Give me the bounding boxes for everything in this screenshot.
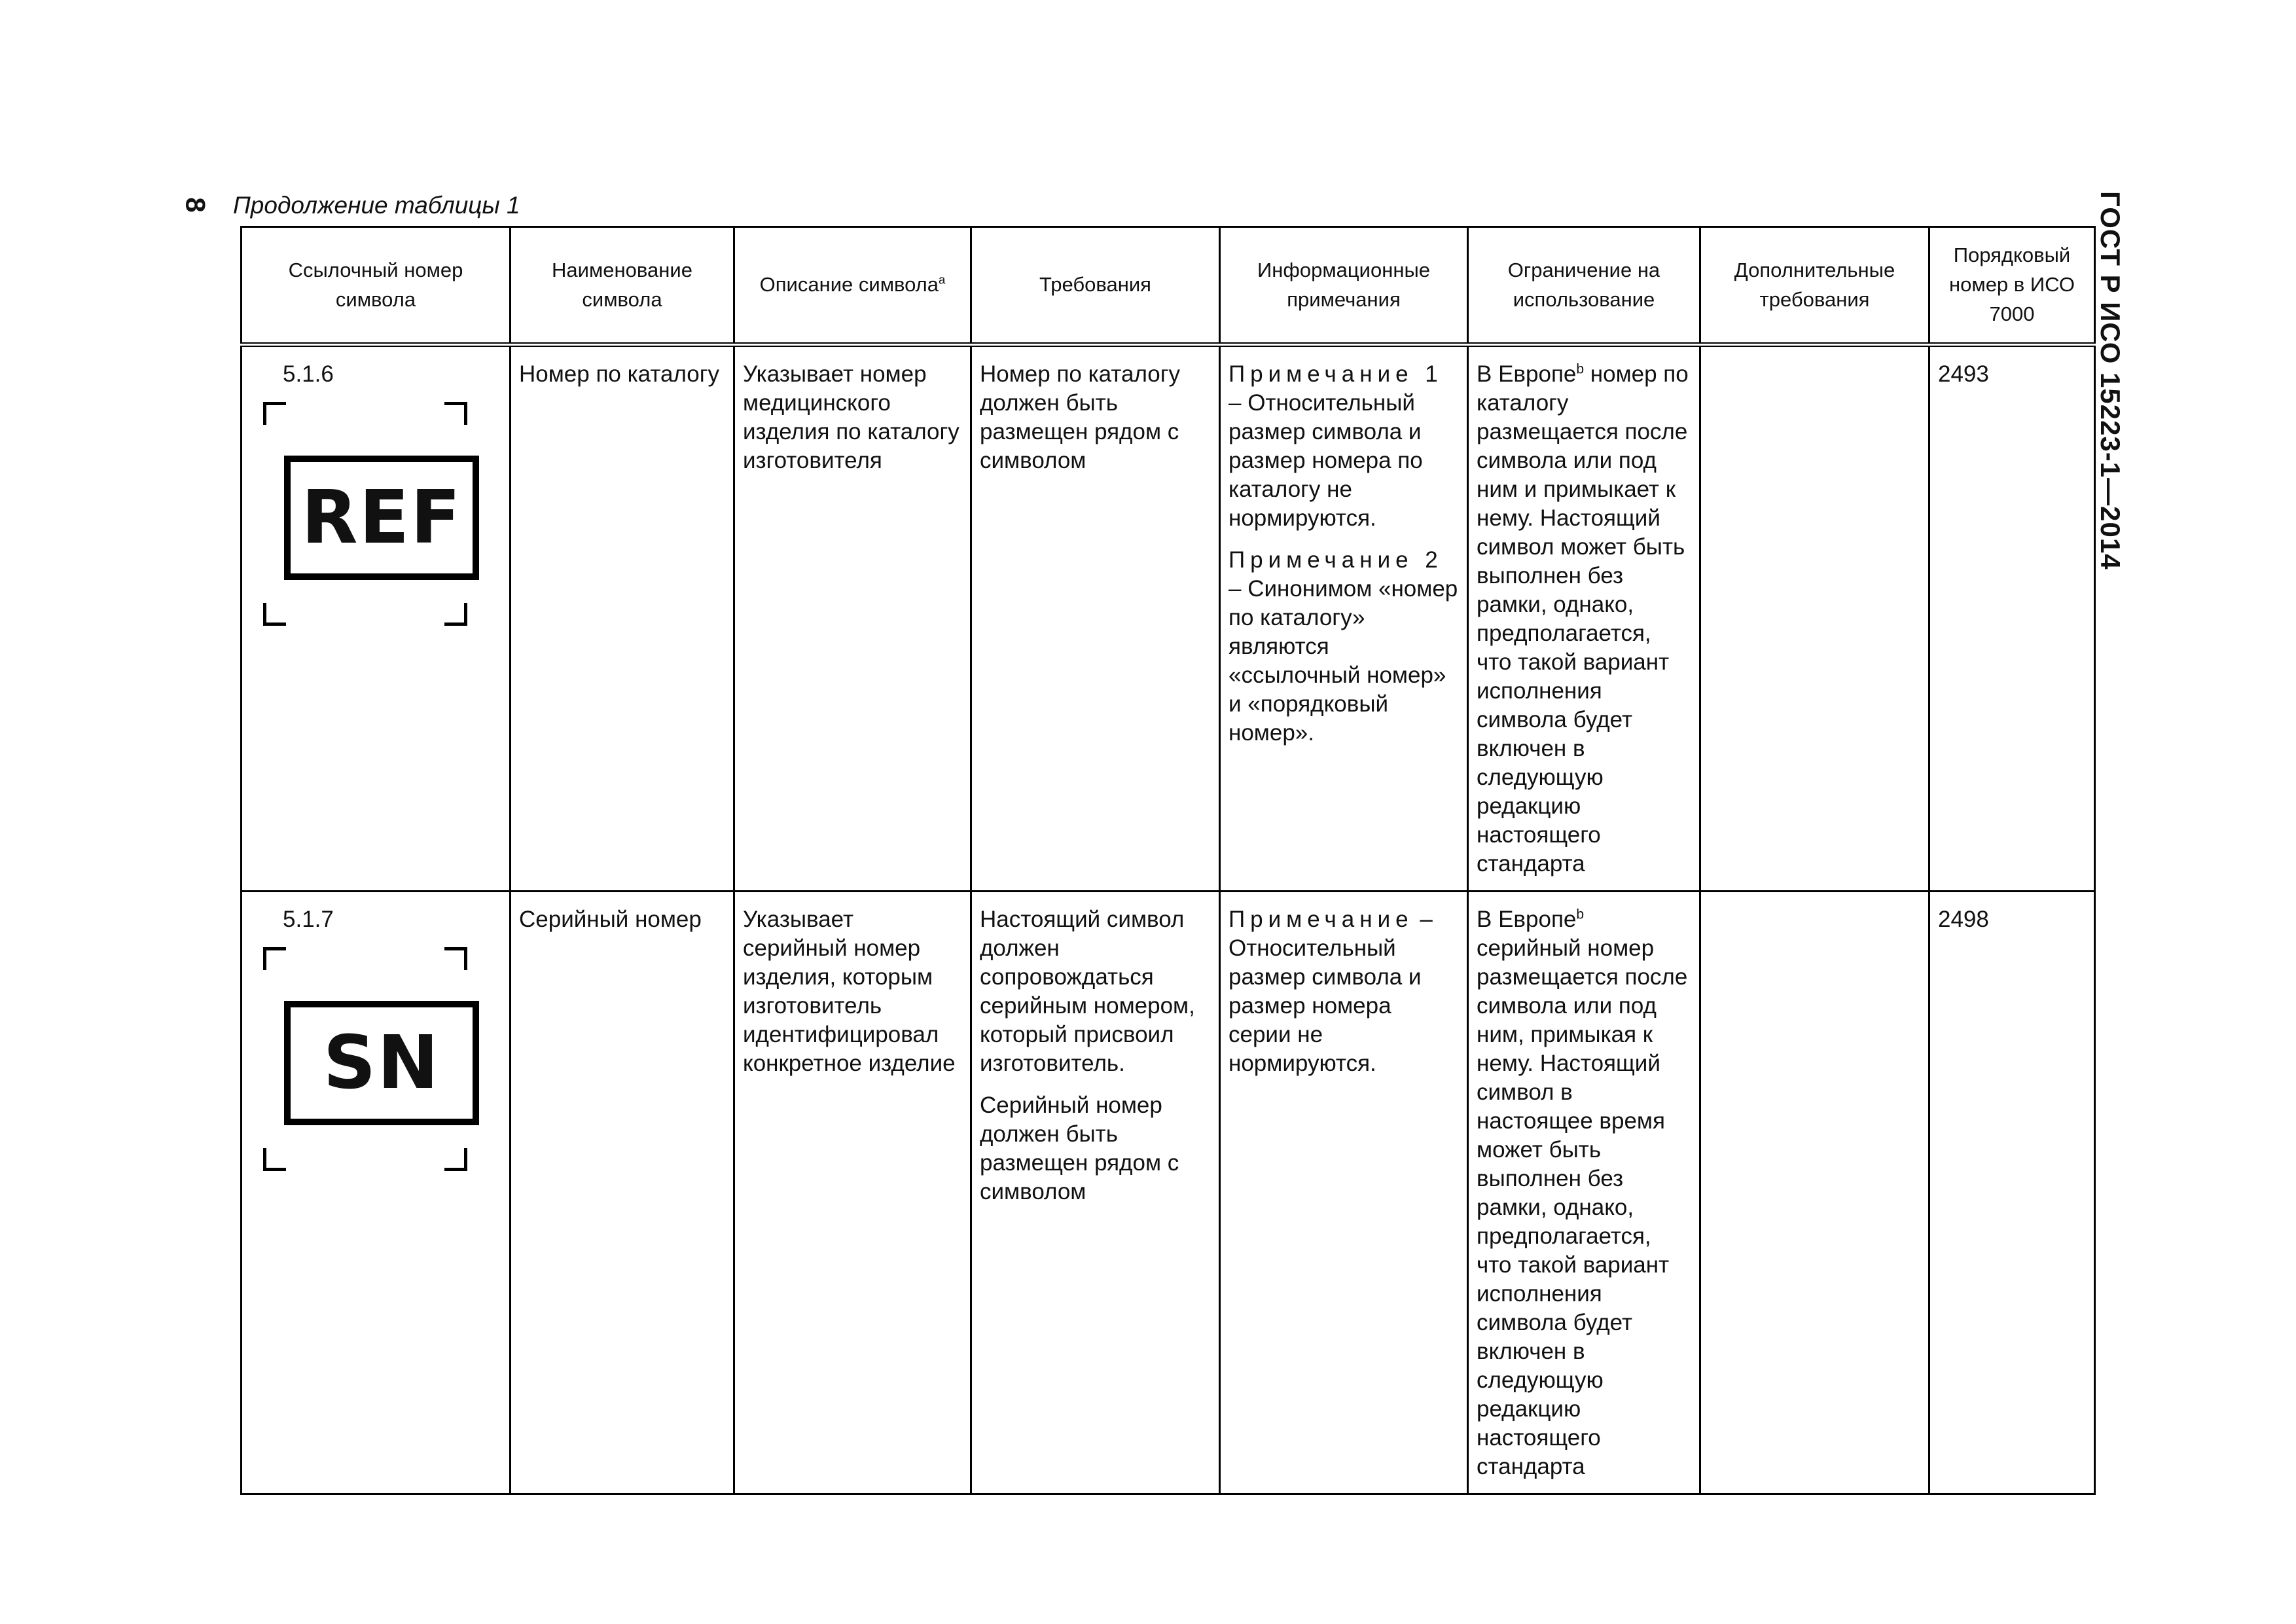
header-name: Наименование символа xyxy=(511,227,734,345)
header-info-notes: Информационные примечания xyxy=(1220,227,1468,345)
usage-limit-cell: В Европе$^b$ серийный номер размещается после символа или под ним, примыкая к нему. Настоящий символ в настоящее время может быть выполнен без рамки, однако, предполагается, что такой вариант исполнения символа будет включен в следующую редакцию настоящего стандарта xyxy=(1468,892,1700,1494)
header-requirements: Требования xyxy=(971,227,1220,345)
note-paragraph xyxy=(1229,546,1459,748)
footnote-a: a xyxy=(939,272,946,287)
header-description: Описание символа$^a$ xyxy=(734,227,971,345)
corner-mark xyxy=(444,603,467,626)
iso-number-cell: 2493 xyxy=(1929,345,2095,892)
note-heading: Примечание 1 xyxy=(1229,361,1443,387)
name-cell: Номер по каталогу xyxy=(511,345,734,892)
requirements-cell xyxy=(971,892,1220,1494)
corner-mark xyxy=(263,1148,286,1171)
header-usage-limit: Ограничение на использование xyxy=(1468,227,1700,345)
requirement-paragraph: Серийный номер должен быть размещен рядом с символом xyxy=(980,1092,1179,1204)
corner-mark xyxy=(444,402,467,425)
note-heading: Примечание 2 xyxy=(1229,547,1443,573)
sn-symbol xyxy=(258,942,487,1178)
note-text: – Относительный размер символа и размер номера по каталогу не нормируются. xyxy=(1229,390,1423,531)
ref-symbol-icon: REF xyxy=(284,456,479,580)
extra-requirements-cell xyxy=(1700,892,1929,1494)
note-heading: Примечание xyxy=(1229,907,1414,932)
table-row xyxy=(242,892,2095,1494)
footnote-b: b xyxy=(1576,907,1585,922)
ref-cell xyxy=(242,345,511,892)
ref-number: 5.1.7 xyxy=(283,907,334,932)
description-cell: Указывает номер медицинского изделия по каталогу изготовителя xyxy=(734,345,971,892)
note-paragraph xyxy=(1229,360,1459,533)
ref-symbol xyxy=(258,397,487,632)
ref-number: 5.1.6 xyxy=(283,361,334,387)
requirement-paragraph: Настоящий символ должен сопровождаться серийным номером, который присвоил изготовитель. xyxy=(980,907,1195,1076)
usage-limit-cell: В Европе$^b$ номер по каталогу размещается после символа или под ним и примыкает к нему. Настоящий символ может быть выполнен без рамки, однако, предполагается, что такой вариант исполнения символа будет включен в следующую редакцию настоящего стандарта xyxy=(1468,345,1700,892)
corner-mark xyxy=(263,603,286,626)
description-cell: Указывает серийный номер изделия, которым изготовитель идентифицировал конкретное изделие xyxy=(734,892,971,1494)
ref-cell xyxy=(242,892,511,1494)
name-cell: Серийный номер xyxy=(511,892,734,1494)
sn-symbol-icon: SN xyxy=(284,1001,479,1125)
symbols-table xyxy=(240,226,2096,1495)
info-notes-cell xyxy=(1220,345,1468,892)
corner-mark xyxy=(444,1148,467,1171)
corner-mark xyxy=(263,947,286,970)
table-caption: Продолжение таблицы 1 xyxy=(233,192,520,219)
page-number: 8 xyxy=(180,197,211,213)
header-iso-number: Порядковый номер в ИСО 7000 xyxy=(1929,227,2095,345)
standard-title: ГОСТ Р ИСО 15223-1—2014 xyxy=(2095,191,2126,570)
info-notes-cell xyxy=(1220,892,1468,1494)
footnote-b: b xyxy=(1576,361,1585,377)
corner-mark xyxy=(444,947,467,970)
corner-mark xyxy=(263,402,286,425)
table-row xyxy=(242,345,2095,892)
header-row xyxy=(242,227,2095,345)
header-extra-requirements: Дополнительные требования xyxy=(1700,227,1929,345)
requirements-cell: Номер по каталогу должен быть размещен рядом с символом xyxy=(971,345,1220,892)
iso-number-cell: 2498 xyxy=(1929,892,2095,1494)
extra-requirements-cell xyxy=(1700,345,1929,892)
header-ref-number: Ссылочный номер символа xyxy=(242,227,511,345)
note-text: – Синонимом «номер по каталогу» являются «ссылочный номер» и «порядковый номер». xyxy=(1229,576,1458,746)
note-text: – Относительный размер символа и размер номера серии не нормируются. xyxy=(1229,907,1433,1076)
